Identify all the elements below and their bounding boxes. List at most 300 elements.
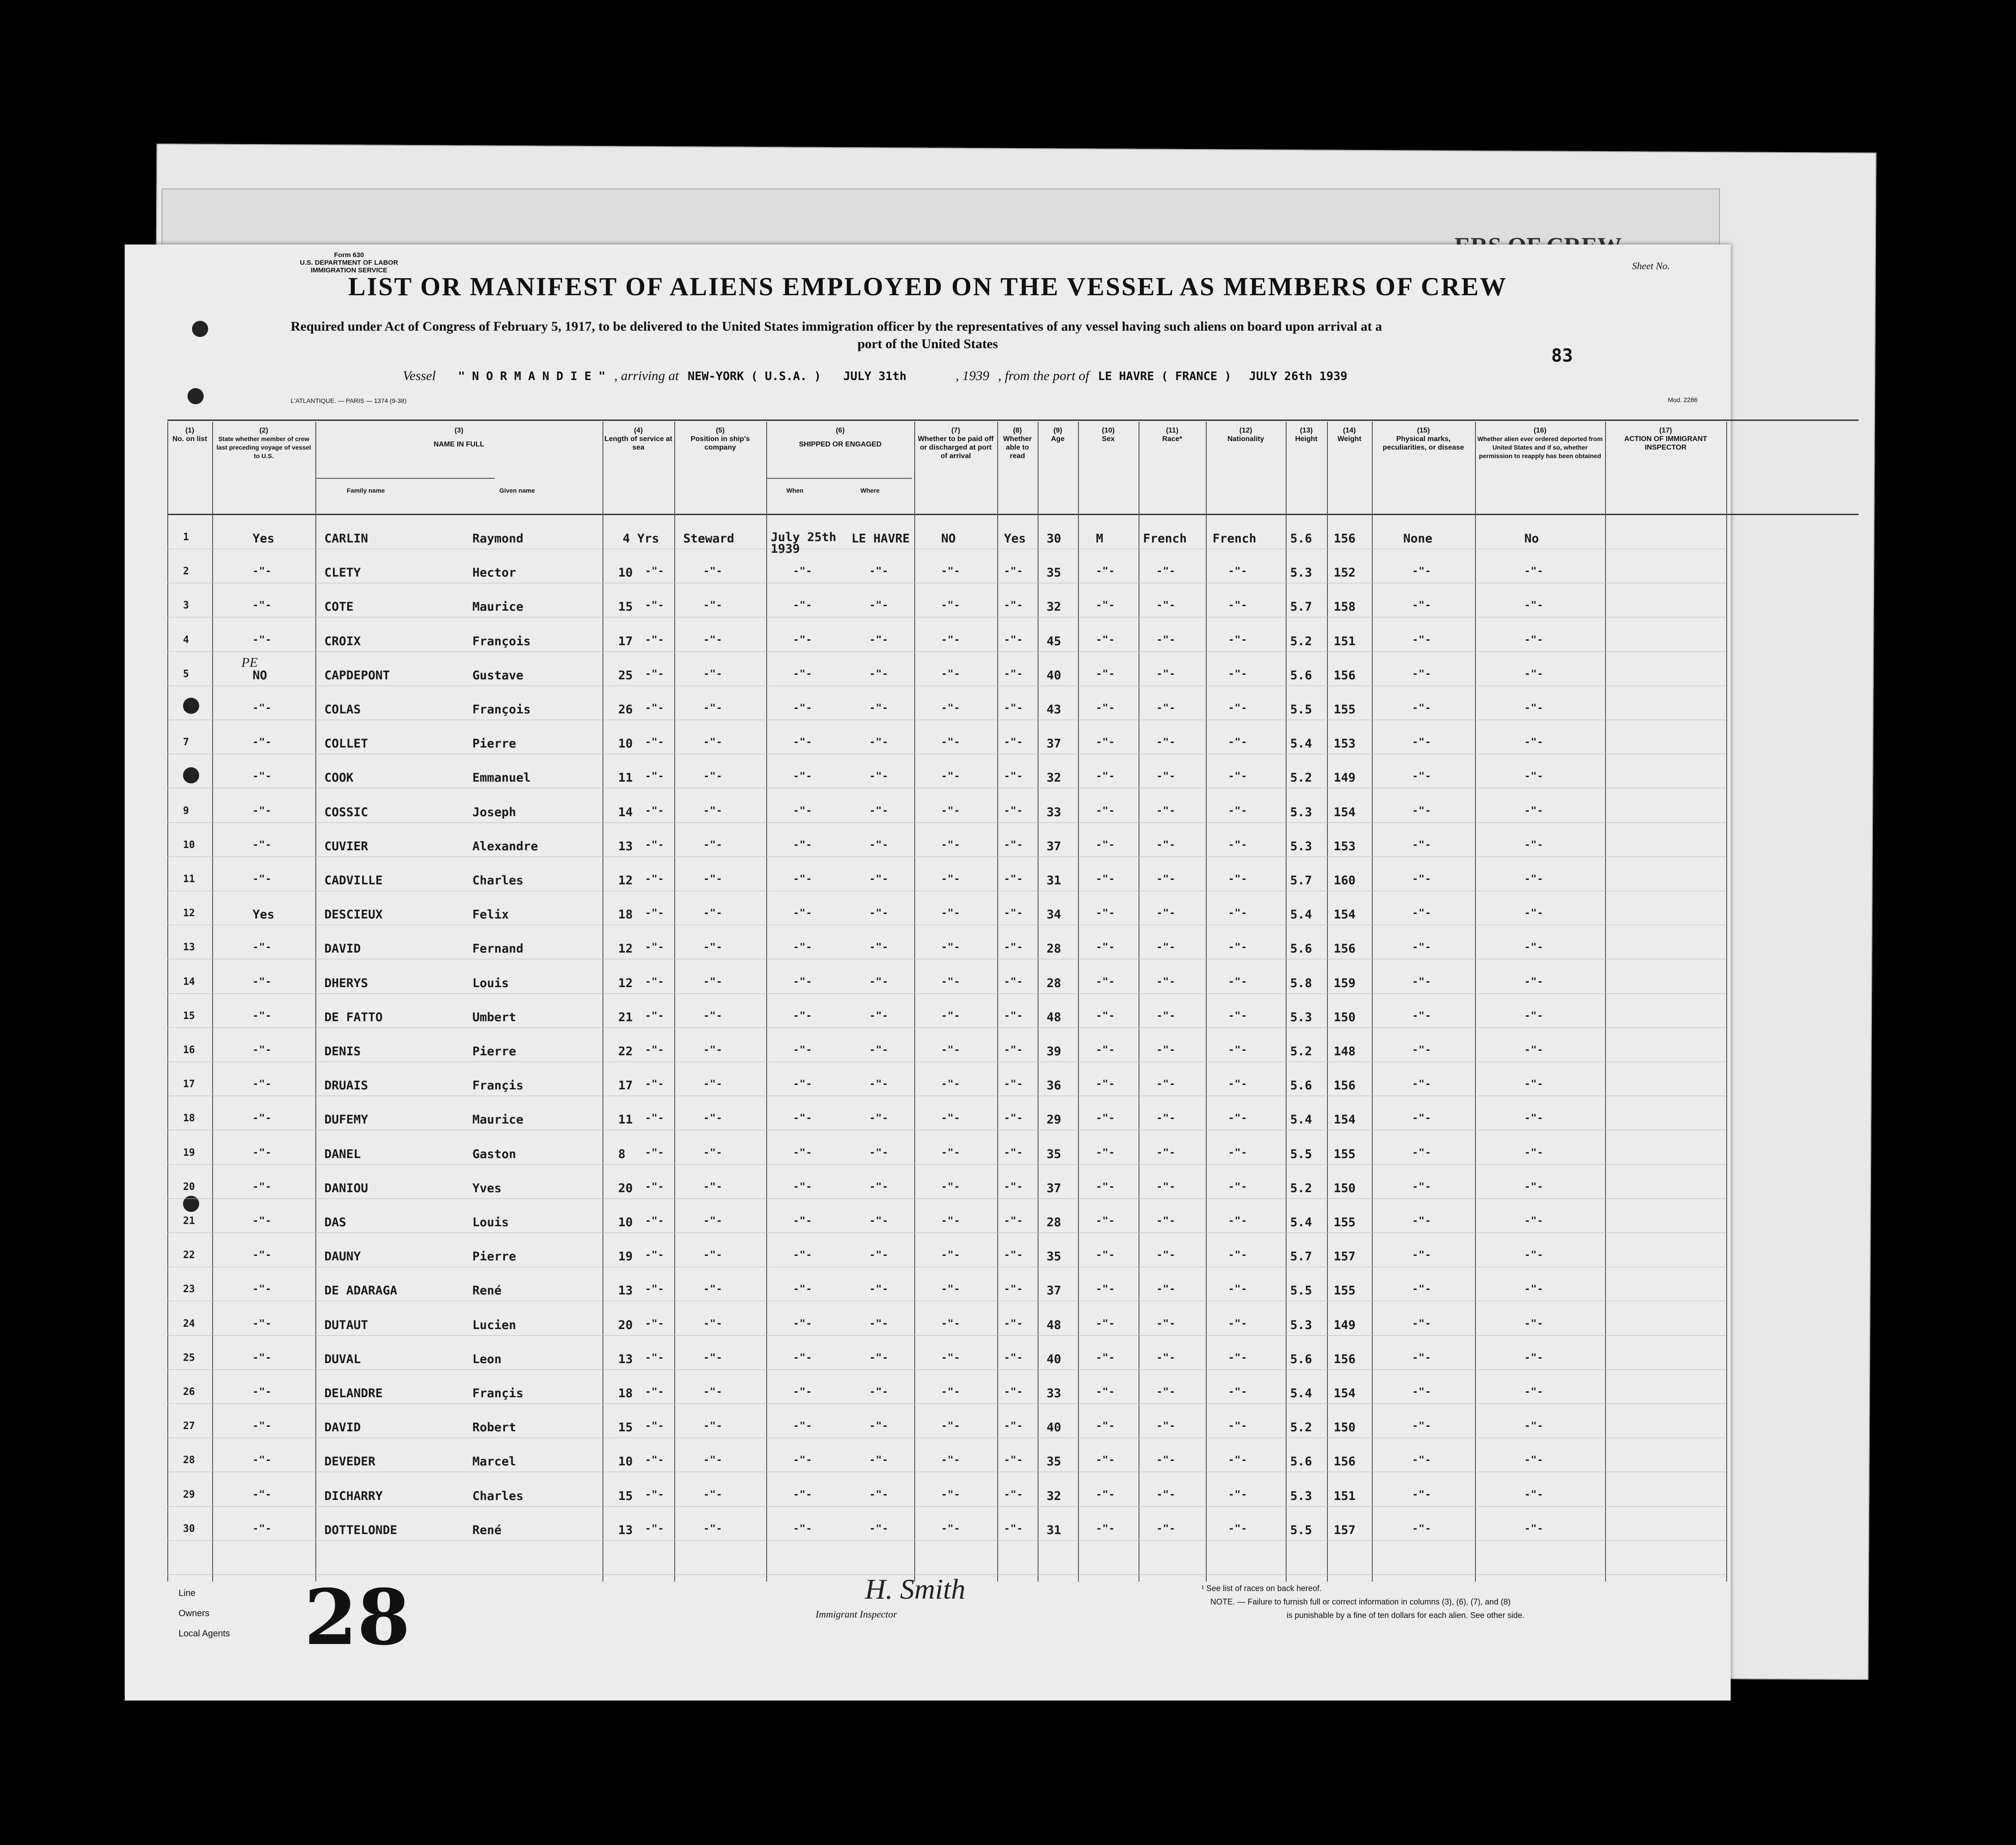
column-number: (4) <box>634 427 643 434</box>
column-rule <box>997 422 998 1582</box>
position: -"- <box>703 1523 723 1535</box>
deported: -"- <box>1524 1215 1544 1227</box>
row-number: 18 <box>183 1113 195 1124</box>
race: French <box>1143 532 1187 546</box>
service-length: 26 <box>618 703 633 717</box>
department: U.S. DEPARTMENT OF LABOR <box>300 259 398 267</box>
position: -"- <box>703 1113 723 1124</box>
age: 32 <box>1047 600 1061 614</box>
race: -"- <box>1156 703 1176 714</box>
sheet-number: 28 <box>304 1573 410 1662</box>
printer-imprint: L'ATLANTIQUE. — PARIS — 1374 (9-38) <box>291 397 407 404</box>
sex: -"- <box>1096 1318 1115 1329</box>
sex: -"- <box>1096 1352 1115 1364</box>
shipped-where: -"- <box>869 1147 889 1159</box>
service-length: 25 <box>618 668 633 682</box>
sex: -"- <box>1096 1421 1115 1432</box>
deported: -"- <box>1524 634 1544 646</box>
local-agents-label: Local Agents <box>179 1629 230 1639</box>
nationality: -"- <box>1228 634 1248 646</box>
weight: 156 <box>1334 942 1356 956</box>
able-to-read: -"- <box>1004 874 1023 885</box>
sex: -"- <box>1096 1147 1115 1159</box>
service-unit: -"- <box>645 1489 664 1500</box>
sex: M <box>1096 532 1104 546</box>
paid-off: -"- <box>941 771 960 783</box>
age: 35 <box>1047 566 1061 580</box>
age: 37 <box>1047 737 1061 751</box>
shipped-when: -"- <box>793 908 812 919</box>
shipped-where: -"- <box>869 634 889 646</box>
height: 5.8 <box>1290 976 1312 990</box>
arrival-date: JULY 31th <box>843 370 907 383</box>
paid-off: -"- <box>941 1352 960 1364</box>
physical-marks: -"- <box>1412 1421 1431 1432</box>
page-title: LIST OR MANIFEST OF ALIENS EMPLOYED ON THE VESSEL AS MEMBERS OF CREW <box>348 272 1507 301</box>
given-name: Joseph <box>472 805 516 819</box>
weight: 157 <box>1334 1523 1356 1537</box>
able-to-read: -"- <box>1004 805 1023 817</box>
position: -"- <box>703 1045 723 1056</box>
able-to-read: -"- <box>1004 1523 1023 1535</box>
service-unit: -"- <box>645 566 664 577</box>
family-name: DAVID <box>324 942 361 956</box>
height: 5.4 <box>1290 737 1312 751</box>
service-length: 15 <box>618 1421 633 1435</box>
family-name: DRUAIS <box>324 1079 368 1093</box>
service-length: 12 <box>618 976 633 990</box>
row-rule <box>167 1540 1726 1541</box>
service-unit: -"- <box>645 634 664 646</box>
family-name: CADVILLE <box>324 874 383 888</box>
nationality: -"- <box>1228 1250 1248 1261</box>
age: 31 <box>1047 1523 1061 1537</box>
prior-voyage: Yes <box>253 532 275 546</box>
paid-off: -"- <box>941 600 960 612</box>
shipped-when: -"- <box>793 1523 812 1535</box>
punch-hole <box>188 388 204 404</box>
sex: -"- <box>1096 1215 1115 1227</box>
height: 5.5 <box>1290 703 1312 717</box>
column-number: (14) <box>1343 427 1356 434</box>
family-name: COLAS <box>324 703 361 717</box>
race: -"- <box>1156 1318 1176 1329</box>
row-number: 4 <box>183 634 189 646</box>
column-rule <box>766 422 767 1582</box>
height: 5.3 <box>1290 805 1312 819</box>
physical-marks: -"- <box>1412 1523 1431 1535</box>
weight: 156 <box>1334 1079 1356 1093</box>
service-length: 17 <box>618 634 633 648</box>
nationality: -"- <box>1228 1010 1248 1022</box>
sex: -"- <box>1096 805 1115 817</box>
weight: 150 <box>1334 1181 1356 1195</box>
given-name: Alexandre <box>472 839 538 853</box>
service-unit: -"- <box>645 1215 664 1227</box>
height: 5.4 <box>1290 1386 1312 1400</box>
race: -"- <box>1156 1079 1176 1090</box>
able-to-read: -"- <box>1004 1215 1023 1227</box>
height: 5.3 <box>1290 566 1312 580</box>
height: 5.4 <box>1290 1215 1312 1229</box>
position: -"- <box>703 908 723 919</box>
shipped-where: -"- <box>869 566 889 577</box>
column-label: Sex <box>1102 435 1115 443</box>
nationality: -"- <box>1228 1455 1248 1466</box>
prior-voyage: -"- <box>253 874 272 885</box>
given-name: François <box>472 703 531 717</box>
position: -"- <box>703 634 723 646</box>
physical-marks: -"- <box>1412 1352 1431 1364</box>
shipped-where: -"- <box>869 805 889 817</box>
height: 5.5 <box>1290 1523 1312 1537</box>
column-label: NAME IN FULL <box>433 441 484 448</box>
shipped-where: -"- <box>869 1010 889 1022</box>
row-number: 14 <box>183 976 195 988</box>
prior-voyage: -"- <box>253 1386 272 1398</box>
race: -"- <box>1156 908 1176 919</box>
prior-voyage: -"- <box>253 1318 272 1329</box>
service-unit: -"- <box>645 839 664 851</box>
nationality: -"- <box>1228 1079 1248 1090</box>
nationality: -"- <box>1228 976 1248 988</box>
sex: -"- <box>1096 1113 1115 1124</box>
nationality: -"- <box>1228 771 1248 783</box>
deported: -"- <box>1524 566 1544 577</box>
shipped-where: -"- <box>869 1523 889 1535</box>
height: 5.7 <box>1290 1250 1312 1264</box>
nationality: -"- <box>1228 874 1248 885</box>
departure-port: LE HAVRE ( FRANCE ) <box>1098 370 1231 383</box>
weight: 154 <box>1334 1386 1356 1400</box>
service-unit: -"- <box>645 1147 664 1159</box>
race: -"- <box>1156 942 1176 953</box>
column-rule <box>315 422 316 1582</box>
sex: -"- <box>1096 1489 1115 1500</box>
race: -"- <box>1156 1045 1176 1056</box>
column-label: Race* <box>1162 435 1183 443</box>
shipped-where: -"- <box>869 976 889 988</box>
given-name: Pierre <box>472 1250 516 1264</box>
service-length: 20 <box>618 1181 633 1195</box>
column-header <box>1287 426 1325 443</box>
race: -"- <box>1156 874 1176 885</box>
deported: -"- <box>1524 908 1544 919</box>
race: -"- <box>1156 839 1176 851</box>
row-number: 28 <box>183 1455 195 1466</box>
age: 35 <box>1047 1455 1061 1469</box>
age: 40 <box>1047 1352 1061 1366</box>
shipped-when: -"- <box>793 566 812 577</box>
height: 5.2 <box>1290 634 1312 648</box>
deported: -"- <box>1524 1010 1544 1022</box>
able-to-read: -"- <box>1004 1010 1023 1022</box>
given-name: Felix <box>472 908 509 922</box>
age: 37 <box>1047 1284 1061 1298</box>
family-name: DE ADARAGA <box>324 1284 397 1298</box>
prior-voyage: -"- <box>253 942 272 953</box>
prior-voyage: -"- <box>253 1352 272 1364</box>
nationality: -"- <box>1228 1523 1248 1535</box>
given-name: Raymond <box>472 532 524 546</box>
position: -"- <box>703 805 723 817</box>
service-length: 12 <box>618 942 633 956</box>
physical-marks: None <box>1403 532 1433 546</box>
shipped-where: -"- <box>869 1489 889 1500</box>
paid-off: -"- <box>941 1284 960 1295</box>
sex: -"- <box>1096 1079 1115 1090</box>
race: -"- <box>1156 805 1176 817</box>
race: -"- <box>1156 566 1176 577</box>
given-name: Gustave <box>472 668 524 682</box>
shipped-where: -"- <box>869 1455 889 1466</box>
service-length: 13 <box>618 839 633 853</box>
deported: -"- <box>1524 1250 1544 1261</box>
position: -"- <box>703 737 723 748</box>
paid-off: -"- <box>941 634 960 646</box>
age: 37 <box>1047 1181 1061 1195</box>
column-rule <box>1605 422 1606 1582</box>
nationality: -"- <box>1228 703 1248 714</box>
shipped-where: -"- <box>869 1318 889 1329</box>
physical-marks: -"- <box>1412 1113 1431 1124</box>
column-number: (16) <box>1533 427 1547 434</box>
deported: -"- <box>1524 1284 1544 1295</box>
column-header <box>1208 426 1284 443</box>
sex: -"- <box>1096 1523 1115 1535</box>
position: -"- <box>703 874 723 885</box>
prior-voyage: -"- <box>253 1113 272 1124</box>
given-name: Marcel <box>472 1455 516 1469</box>
age: 35 <box>1047 1147 1061 1161</box>
arrival-year: , 1939 <box>956 368 990 383</box>
able-to-read: -"- <box>1004 1250 1023 1261</box>
service-length: 13 <box>618 1352 633 1366</box>
column-number: (8) <box>1013 427 1022 434</box>
physical-marks: -"- <box>1412 566 1431 577</box>
weight: 149 <box>1334 771 1356 785</box>
prior-voyage: -"- <box>253 1421 272 1432</box>
height: 5.5 <box>1290 1284 1312 1298</box>
position: -"- <box>703 1352 723 1364</box>
column-number: (13) <box>1300 427 1313 434</box>
race: -"- <box>1156 1352 1176 1364</box>
height: 5.3 <box>1290 1489 1312 1503</box>
sex: -"- <box>1096 1045 1115 1056</box>
shipped-when: -"- <box>793 874 812 885</box>
nationality: -"- <box>1228 839 1248 851</box>
row-number: 9 <box>183 805 189 817</box>
service-unit: -"- <box>645 942 664 953</box>
weight: 156 <box>1334 532 1356 546</box>
inspector-signature: H. Smith <box>865 1573 965 1605</box>
vessel-line <box>403 368 1348 384</box>
sex: -"- <box>1096 1455 1115 1466</box>
column-header <box>768 426 912 449</box>
service-unit: -"- <box>645 805 664 817</box>
age: 29 <box>1047 1113 1061 1127</box>
row-rule <box>167 1369 1726 1370</box>
column-label: Whether to be paid off or discharged at port of arrival <box>918 435 994 460</box>
arriving-port: NEW-YORK ( U.S.A. ) <box>687 370 821 383</box>
form-header <box>282 251 416 274</box>
given-name: Robert <box>472 1421 516 1435</box>
given-name: Françis <box>472 1386 524 1400</box>
able-to-read: -"- <box>1004 1455 1023 1466</box>
shipped-when: -"- <box>793 839 812 851</box>
sex: -"- <box>1096 1181 1115 1193</box>
column-rule <box>1206 422 1207 1582</box>
given-name: Leon <box>472 1352 502 1366</box>
paid-off: -"- <box>941 976 960 988</box>
shipped-where: -"- <box>869 771 889 783</box>
given-name-head: Given name <box>499 487 535 494</box>
physical-marks: -"- <box>1412 1010 1431 1022</box>
age: 33 <box>1047 805 1061 819</box>
weight: 160 <box>1334 874 1356 888</box>
column-label: Age <box>1051 435 1065 443</box>
shipped-when: -"- <box>793 942 812 953</box>
deported: -"- <box>1524 1181 1544 1193</box>
age: 28 <box>1047 976 1061 990</box>
able-to-read: -"- <box>1004 1284 1023 1295</box>
given-name: François <box>472 634 531 648</box>
service-unit: -"- <box>645 668 664 680</box>
shipped-when: -"- <box>793 1284 812 1295</box>
age: 39 <box>1047 1045 1061 1058</box>
able-to-read: -"- <box>1004 771 1023 783</box>
physical-marks: -"- <box>1412 1455 1431 1466</box>
column-number: (10) <box>1102 427 1115 434</box>
deported: -"- <box>1524 1352 1544 1364</box>
shipped-where: -"- <box>869 703 889 714</box>
position: -"- <box>703 1010 723 1022</box>
prior-voyage: -"- <box>253 771 272 783</box>
age: 43 <box>1047 703 1061 717</box>
service-unit: -"- <box>645 1318 664 1329</box>
column-label: Height <box>1295 435 1318 443</box>
able-to-read: -"- <box>1004 1386 1023 1398</box>
service-length: 21 <box>618 1010 633 1024</box>
age: 48 <box>1047 1010 1061 1024</box>
prior-voyage: -"- <box>253 600 272 612</box>
shipped-subrule <box>766 478 912 479</box>
race: -"- <box>1156 600 1176 612</box>
row-number: 3 <box>183 600 189 612</box>
service-unit: -"- <box>645 1455 664 1466</box>
age: 31 <box>1047 874 1061 888</box>
height: 5.7 <box>1290 874 1312 888</box>
weight: 158 <box>1334 600 1356 614</box>
position: -"- <box>703 668 723 680</box>
given-name: Yves <box>472 1181 502 1195</box>
service-unit: -"- <box>645 1421 664 1432</box>
row-rule <box>167 1506 1726 1507</box>
column-header <box>1477 426 1603 460</box>
service-unit: -"- <box>645 1352 664 1364</box>
race: -"- <box>1156 1386 1176 1398</box>
column-label: ACTION OF IMMIGRANT INSPECTOR <box>1624 435 1707 451</box>
able-to-read: -"- <box>1004 839 1023 851</box>
physical-marks: -"- <box>1412 737 1431 748</box>
row-number: 12 <box>183 908 195 919</box>
row-number: 23 <box>183 1284 195 1295</box>
page-number: 83 <box>1551 345 1573 366</box>
family-name: DENIS <box>324 1045 361 1058</box>
mod-number: Mod. 2286 <box>1668 396 1698 403</box>
shipped-where: -"- <box>869 1284 889 1295</box>
service-unit: -"- <box>645 600 664 612</box>
paid-off: -"- <box>941 1147 960 1159</box>
shipped-where: -"- <box>869 1215 889 1227</box>
shipped-where: -"- <box>869 908 889 919</box>
weight: 154 <box>1334 908 1356 922</box>
physical-marks: -"- <box>1412 874 1431 885</box>
sex: -"- <box>1096 1250 1115 1261</box>
row-number: 2 <box>183 566 189 577</box>
able-to-read: -"- <box>1004 737 1023 748</box>
family-name: DUTAUT <box>324 1318 368 1332</box>
shipped-when: -"- <box>793 1215 812 1227</box>
paid-off: -"- <box>941 566 960 577</box>
row-number: 21 <box>183 1215 195 1227</box>
physical-marks: -"- <box>1412 1147 1431 1159</box>
column-label: Nationality <box>1227 435 1264 443</box>
vessel-name: " N O R M A N D I E " <box>458 370 606 383</box>
position: -"- <box>703 566 723 577</box>
column-rule <box>602 422 603 1582</box>
service-unit: -"- <box>645 1250 664 1261</box>
service-unit: -"- <box>645 737 664 748</box>
weight: 155 <box>1334 1147 1356 1161</box>
prior-voyage: NO <box>253 668 267 682</box>
vessel-label: Vessel <box>403 368 436 383</box>
age: 32 <box>1047 771 1061 785</box>
service-length: 10 <box>618 566 633 580</box>
age: 32 <box>1047 1489 1061 1503</box>
sex: -"- <box>1096 1386 1115 1398</box>
shipped-when: -"- <box>793 805 812 817</box>
column-rule <box>914 422 915 1582</box>
handwritten-annotation: PE <box>241 655 258 670</box>
name-subrule <box>315 478 495 479</box>
deported: -"- <box>1524 1523 1544 1535</box>
prior-voyage: -"- <box>253 634 272 646</box>
deported: -"- <box>1524 942 1544 953</box>
shipped-where: -"- <box>869 874 889 885</box>
row-number: 15 <box>183 1010 195 1022</box>
service-length: 4 Yrs <box>623 532 659 546</box>
deported: -"- <box>1524 976 1544 988</box>
height: 5.5 <box>1290 1147 1312 1161</box>
service-length: 18 <box>618 908 633 922</box>
paid-off: NO <box>941 532 956 546</box>
row-number: 22 <box>183 1250 195 1261</box>
service-length: 10 <box>618 737 633 751</box>
column-header <box>999 426 1036 460</box>
family-name: DAVID <box>324 1421 361 1435</box>
service-length: 20 <box>618 1318 633 1332</box>
column-rule <box>674 422 675 1582</box>
position: -"- <box>703 1147 723 1159</box>
able-to-read: Yes <box>1004 532 1026 546</box>
manifest-sheet <box>125 245 1731 1701</box>
position: -"- <box>703 1079 723 1090</box>
row-rule <box>167 993 1726 994</box>
given-name: Hector <box>472 566 516 580</box>
column-rule <box>1038 422 1039 1582</box>
race: -"- <box>1156 1215 1176 1227</box>
